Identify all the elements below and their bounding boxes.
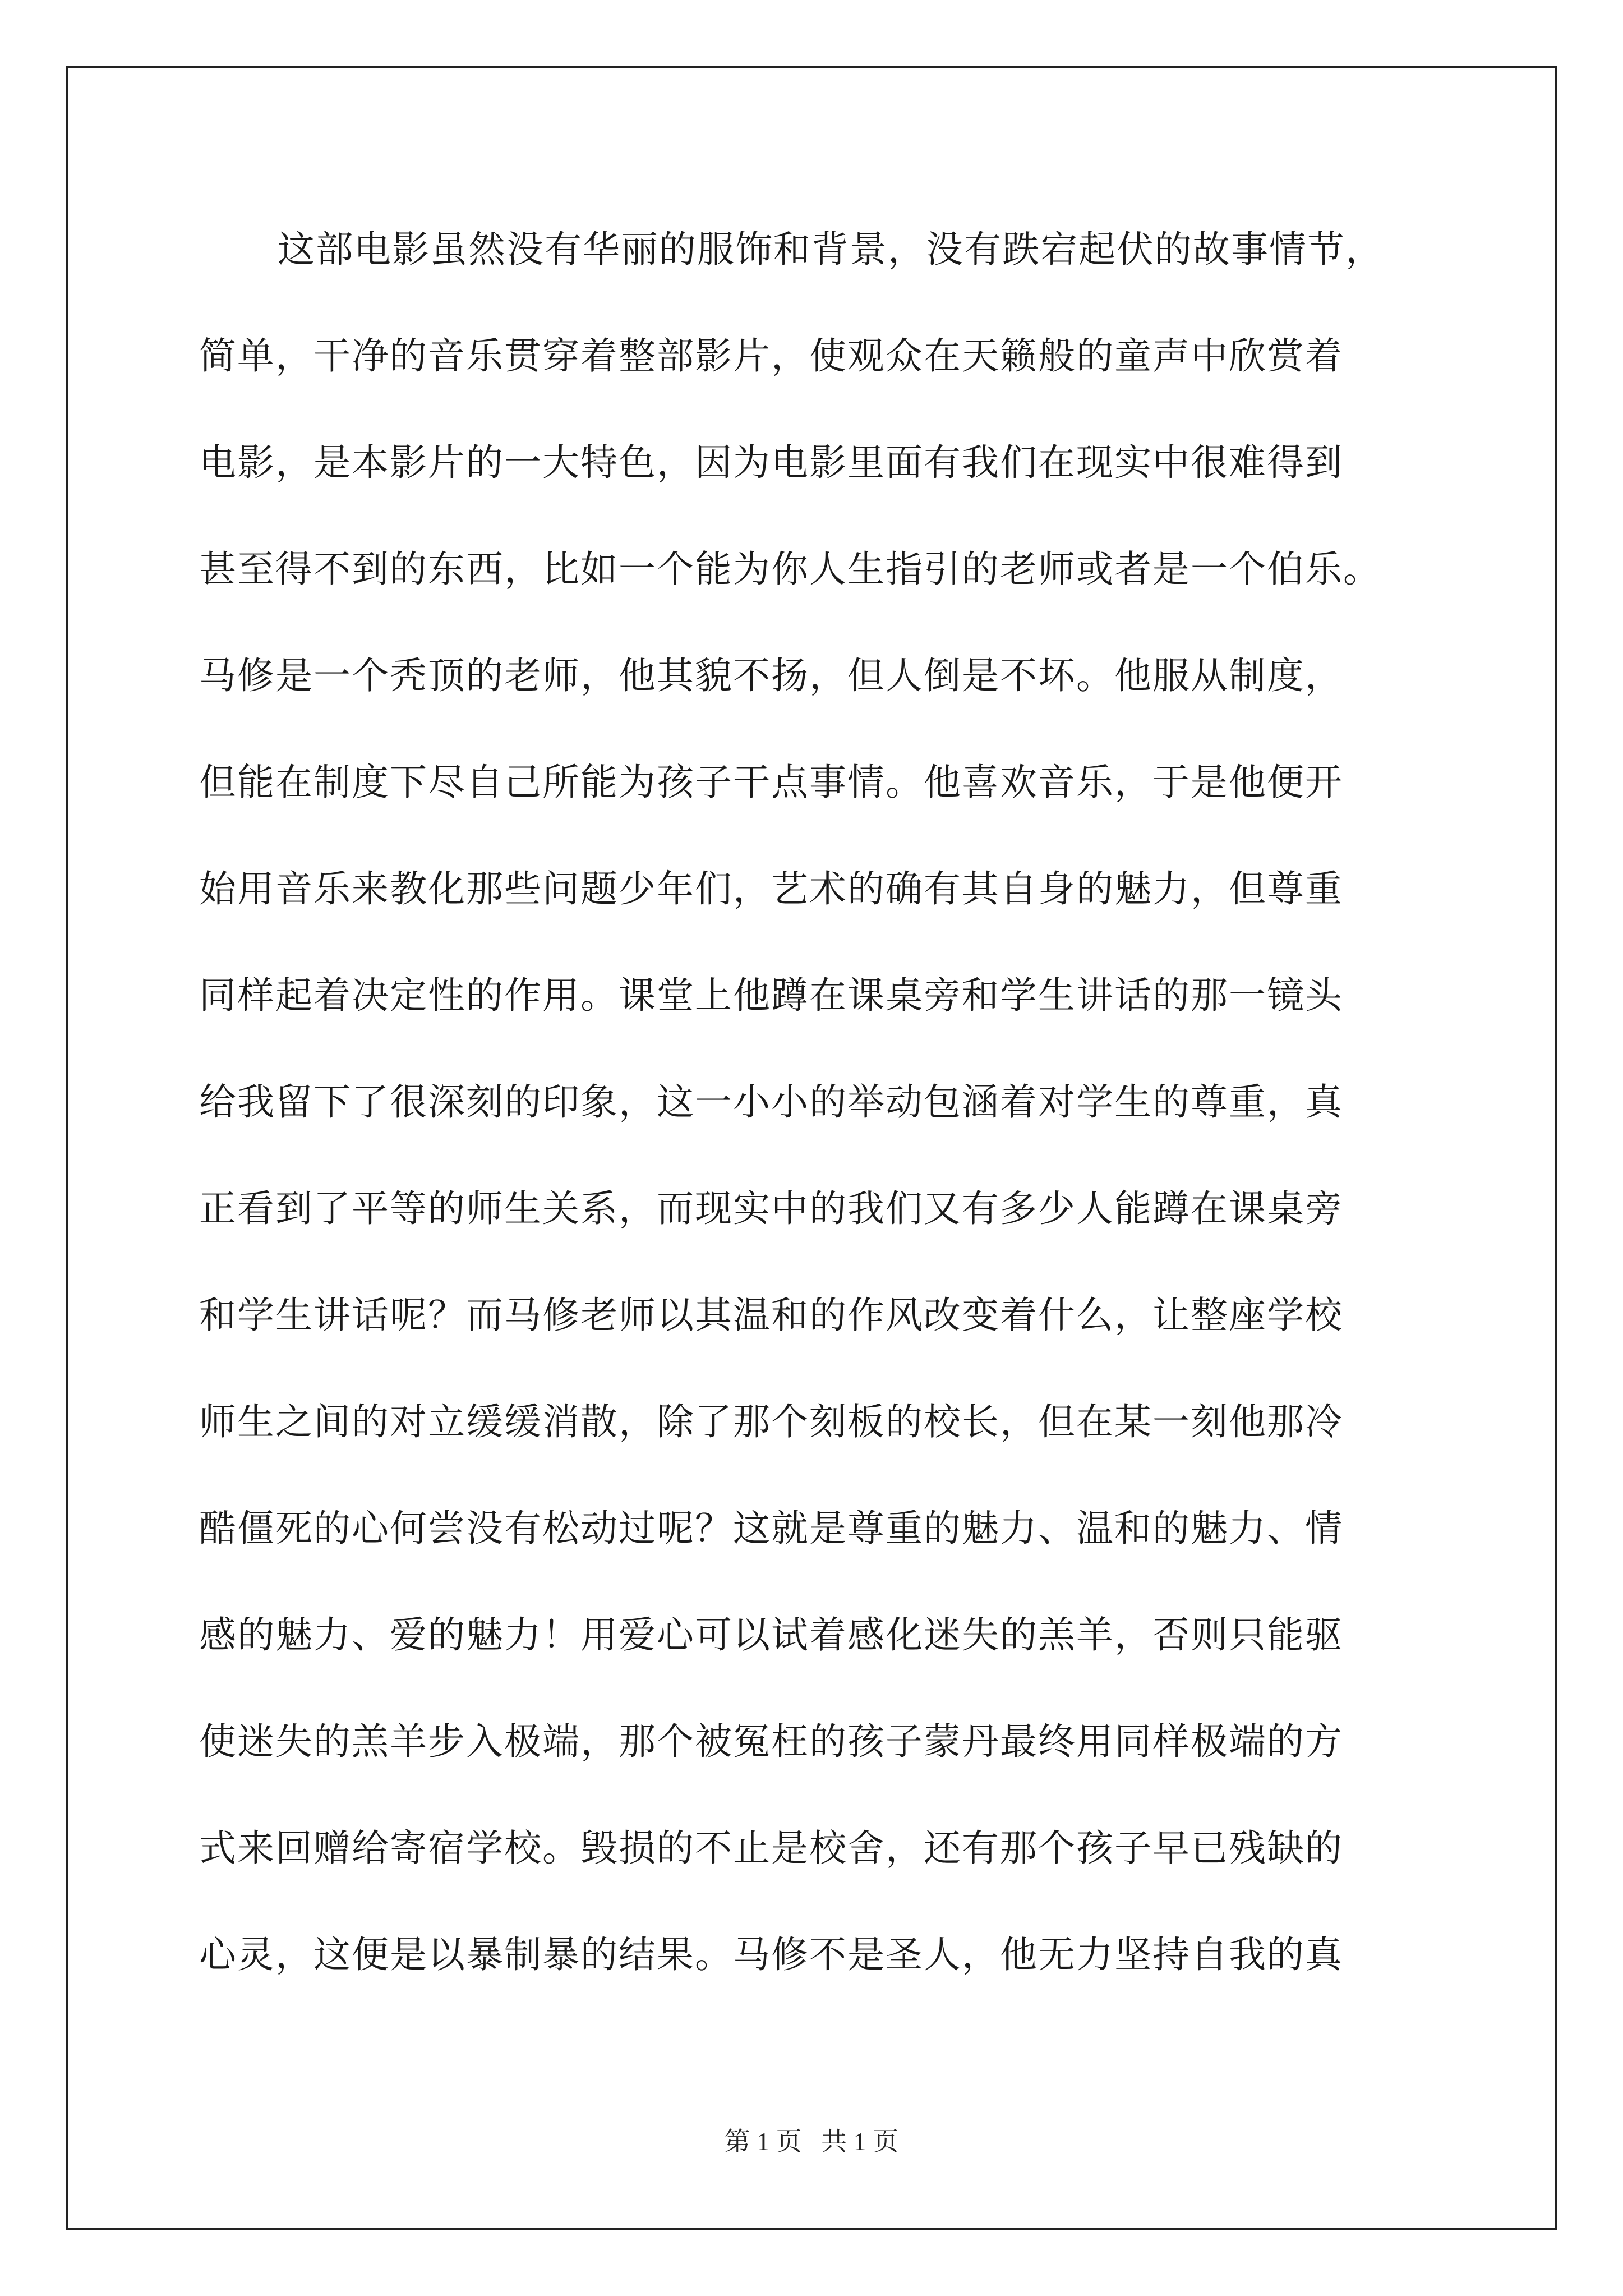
page-number-total: 共 1 页	[821, 2127, 899, 2156]
text-line: 简单，干净的音乐贯穿着整部影片，使观众在天籁般的童声中欣赏着	[199, 334, 1343, 378]
text-line: 心灵，这便是以暴制暴的结果。马修不是圣人，他无力坚持自我的真	[199, 1933, 1343, 1976]
text-line: 正看到了平等的师生关系，而现实中的我们又有多少人能蹲在课桌旁	[199, 1187, 1343, 1230]
text-line: 给我留下了很深刻的印象，这一小小的举动包涵着对学生的尊重，真	[199, 1080, 1343, 1124]
page-footer	[0, 2125, 1623, 2159]
text-line: 和学生讲话呢？而马修老师以其温和的作风改变着什么，让整座学校	[199, 1294, 1343, 1337]
text-line: 同样起着决定性的作用。课堂上他蹲在课桌旁和学生讲话的那一镜头	[199, 974, 1343, 1017]
text-line: 酷僵死的心何尝没有松动过呢？这就是尊重的魅力、温和的魅力、情	[199, 1507, 1343, 1550]
page-number-current: 第 1 页	[724, 2127, 802, 2156]
text-line: 马修是一个秃顶的老师，他其貌不扬，但人倒是不坏。他服从制度，	[199, 654, 1343, 697]
text-line: 使迷失的羔羊步入极端，那个被冤枉的孩子蒙丹最终用同样极端的方	[199, 1720, 1343, 1763]
text-line: 式来回赠给寄宿学校。毁损的不止是校舍，还有那个孩子早已残缺的	[199, 1826, 1343, 1870]
text-line: 师生之间的对立缓缓消散，除了那个刻板的校长，但在某一刻他那冷	[199, 1400, 1343, 1443]
text-line: 始用音乐来教化那些问题少年们，艺术的确有其自身的魅力，但尊重	[199, 867, 1343, 910]
text-line: 这部电影虽然没有华丽的服饰和背景，没有跌宕起伏的故事情节，	[278, 228, 1384, 271]
text-line: 感的魅力、爱的魅力！用爱心可以试着感化迷失的羔羊，否则只能驱	[199, 1613, 1343, 1657]
text-line: 甚至得不到的东西，比如一个能为你人生指引的老师或者是一个伯乐。	[199, 547, 1381, 591]
body-paragraph	[199, 210, 1384, 2022]
text-line: 电影，是本影片的一大特色，因为电影里面有我们在现实中很难得到	[199, 441, 1343, 484]
text-line: 但能在制度下尽自己所能为孩子干点事情。他喜欢音乐，于是他便开	[199, 761, 1343, 804]
